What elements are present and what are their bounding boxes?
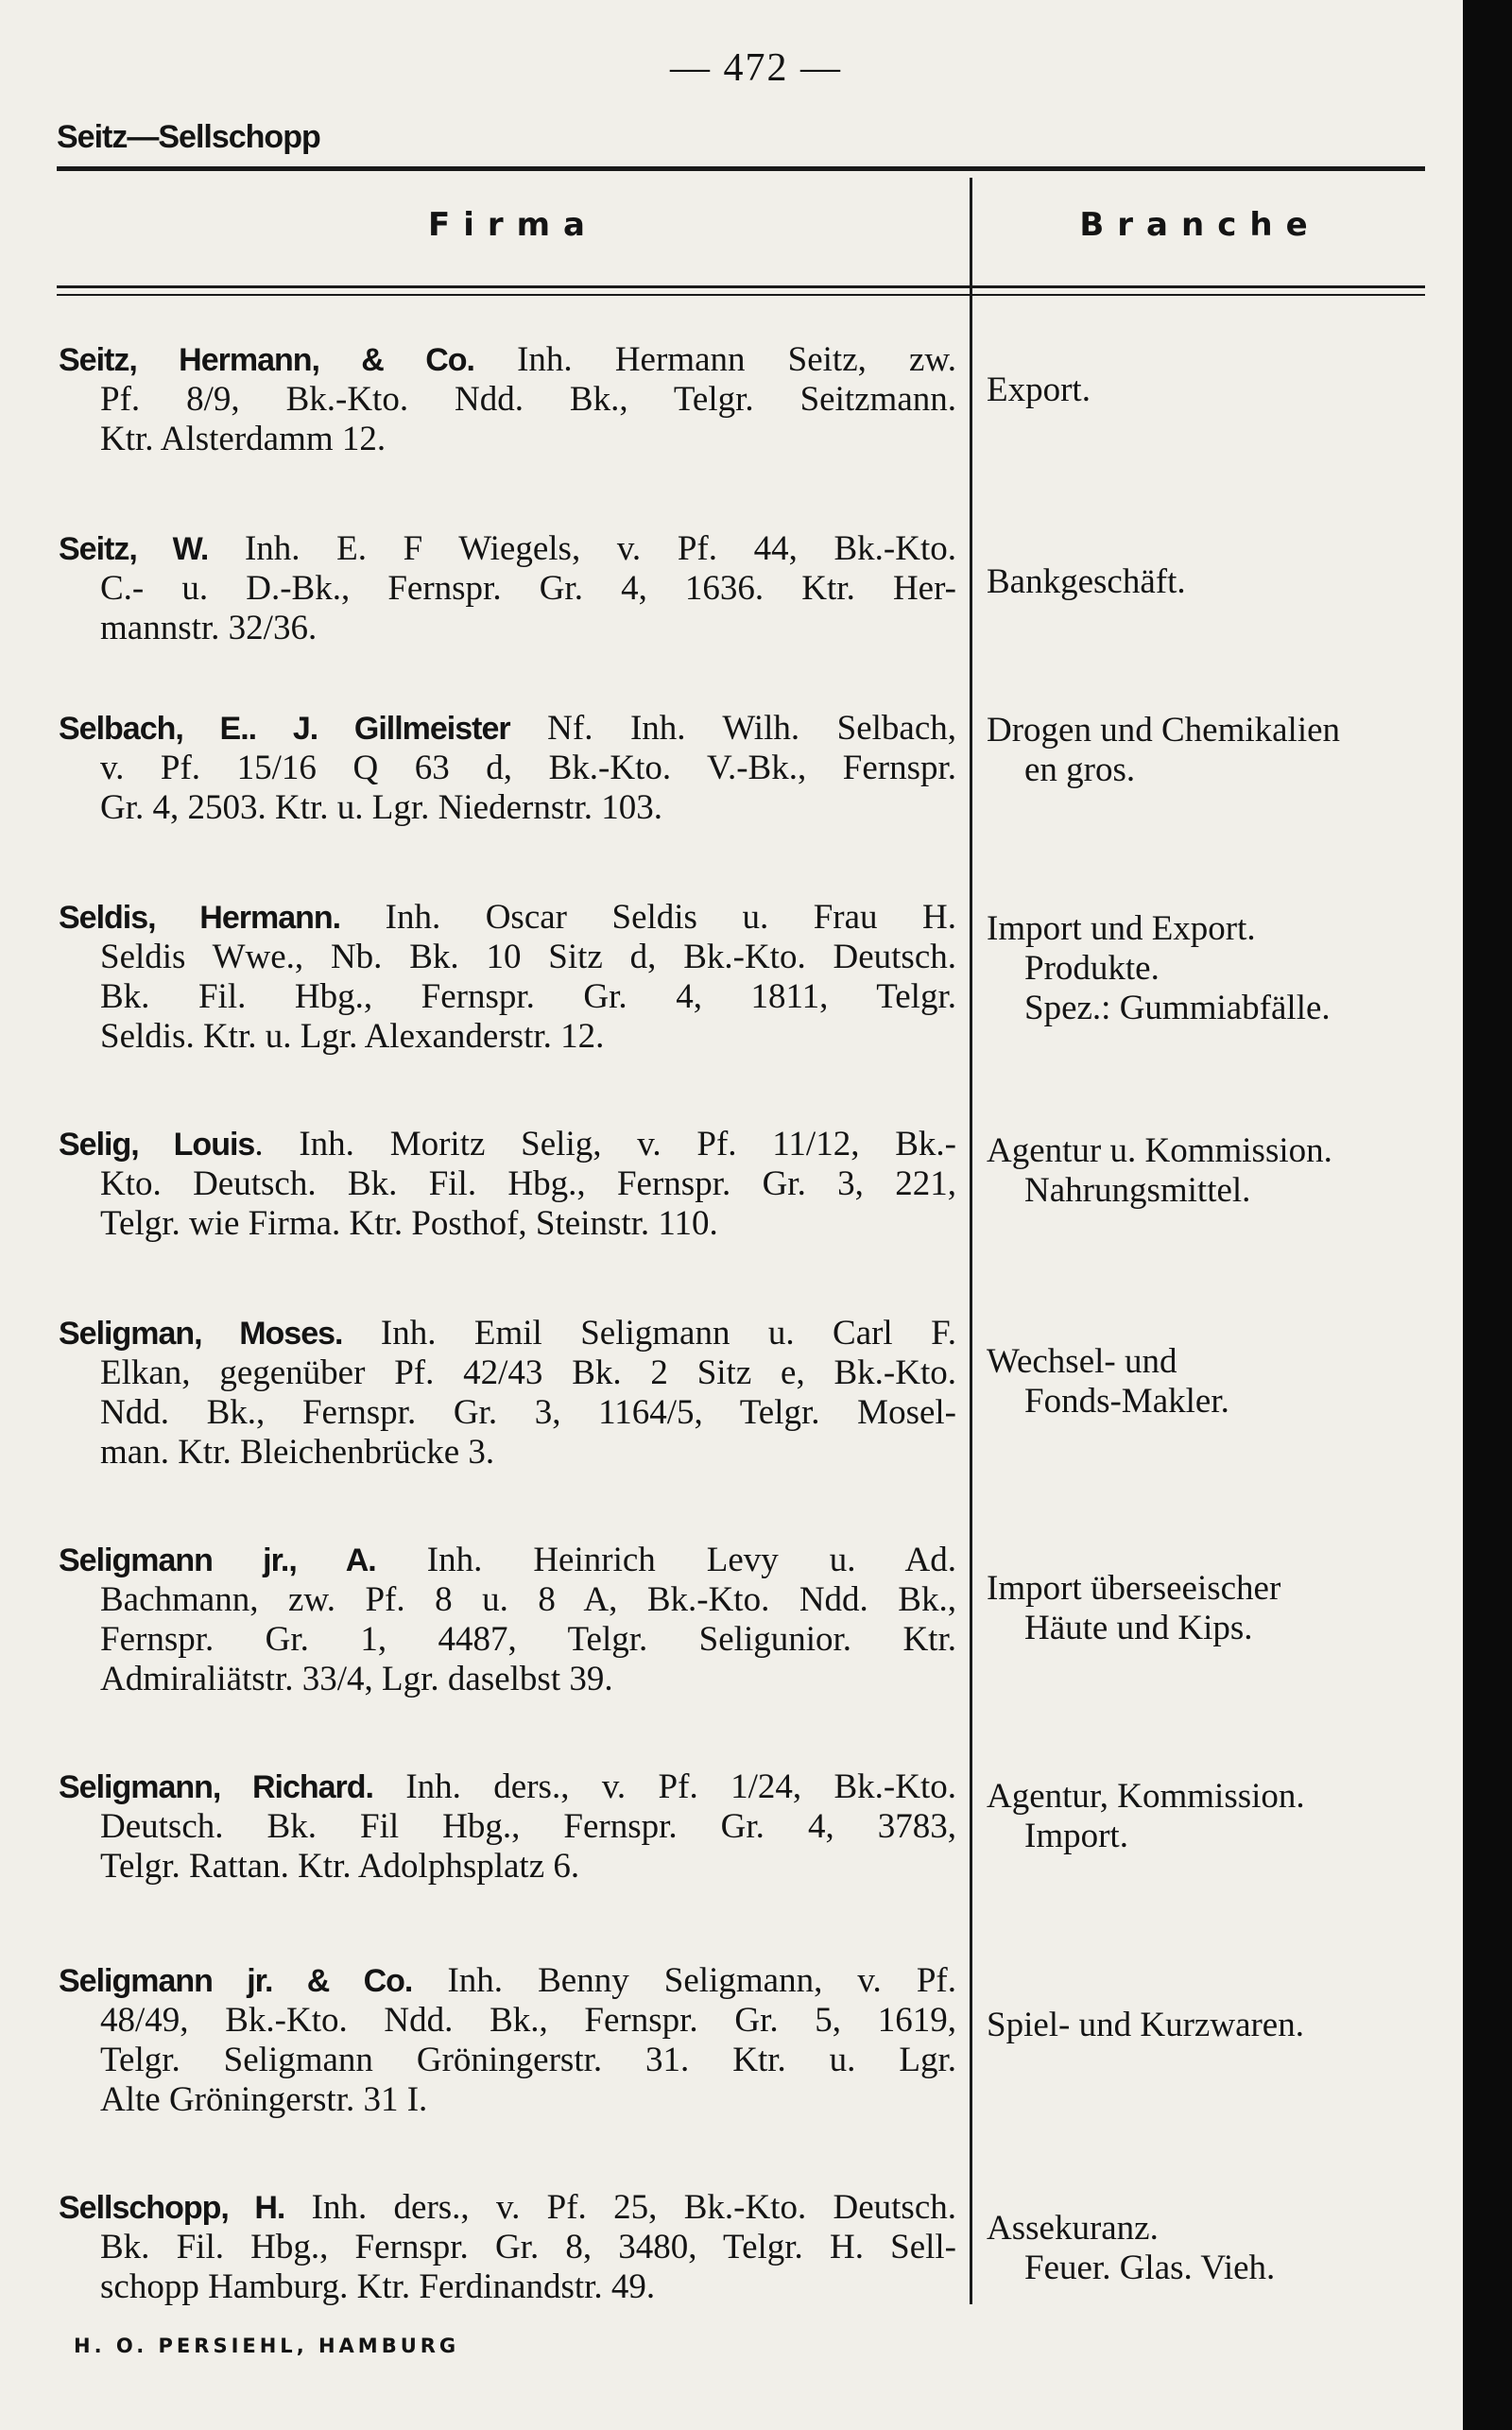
branche-entry (987, 371, 1459, 410)
firm-entry (59, 2188, 956, 2307)
branche-line: Import. (1024, 1817, 1128, 1855)
header-double-rule-bottom (57, 294, 1425, 296)
branche-entry (987, 711, 1459, 790)
firm-entry-line: Elkan, gegenüber Pf. 42/43 Bk. 2 Sitz e, Bk.-Kto. (100, 1353, 956, 1392)
firm-entry-line: 48/49, Bk.-Kto. Ndd. Bk., Fernspr. Gr. 5, 1619, (100, 2001, 956, 2040)
branche-entry (987, 2209, 1459, 2288)
firm-entry (59, 340, 956, 459)
firm-entry-line: Telgr. wie Firma. Ktr. Posthof, Steinstr. 110. (100, 1204, 718, 1243)
firm-entry (59, 709, 956, 828)
firm-entry-line: Deutsch. Bk. Fil Hbg., Fernspr. Gr. 4, 3783, (100, 1807, 956, 1846)
branche-entry (987, 1777, 1459, 1856)
branche-line: Bankgeschäft. (987, 562, 1186, 601)
column-header-branche: Branche (1079, 206, 1321, 244)
firm-name: Selbach, E.. J. Gillmeister (59, 711, 510, 747)
firm-name: Seligman, Moses. (59, 1316, 343, 1352)
branche-line: Agentur u. Kommission. (987, 1131, 1332, 1170)
firm-name: Selig, Louis (59, 1127, 255, 1163)
branche-line: Spez.: Gummiabfälle. (1024, 989, 1331, 1027)
firm-name: Seldis, Hermann. (59, 900, 341, 936)
firm-entry-line: Alte Gröningerstr. 31 I. (100, 2080, 428, 2119)
firm-entry (59, 1541, 956, 1699)
firm-name: Seligmann, Richard. (59, 1769, 373, 1805)
firm-name: Seligmann jr. & Co. (59, 1963, 413, 1999)
branche-line: Import und Export. (987, 909, 1256, 948)
firm-entry (59, 1767, 956, 1887)
top-rule (57, 166, 1425, 171)
branche-line: Assekuranz. (987, 2209, 1159, 2248)
firm-entry-line: Pf. 8/9, Bk.-Kto. Ndd. Bk., Telgr. Seitzmann. (100, 380, 956, 419)
branche-line: Agentur, Kommission. (987, 1777, 1305, 1816)
firm-entry (59, 1961, 956, 2120)
branche-line: Nahrungsmittel. (1024, 1171, 1251, 1210)
branche-line: en gros. (1024, 750, 1136, 789)
branche-entry (987, 2006, 1459, 2045)
firm-entry-first-line: Seligmann jr., A. Inh. Heinrich Levy u. Ad. (59, 1541, 956, 1579)
firm-entry-first-line: Seldis, Hermann. Inh. Oscar Seldis u. Frau H. (59, 898, 956, 937)
branche-entry (987, 1569, 1459, 1648)
firm-entry-line: Ndd. Bk., Fernspr. Gr. 3, 1164/5, Telgr. Mosel- (100, 1393, 956, 1432)
branche-line: Spiel- und Kurzwaren. (987, 2006, 1304, 2044)
branche-entry (987, 1131, 1459, 1211)
firm-entry-line: C.- u. D.-Bk., Fernspr. Gr. 4, 1636. Ktr. Her- (100, 569, 956, 608)
firm-entry-first-line: Selig, Louis. Inh. Moritz Selig, v. Pf. 11/12, Bk.- (59, 1125, 956, 1163)
firm-entry (59, 529, 956, 648)
firm-entry-line: Telgr. Rattan. Ktr. Adolphsplatz 6. (100, 1847, 580, 1886)
firm-entry (59, 898, 956, 1057)
branche-line: Produkte. (1024, 949, 1160, 988)
firm-entry-line: Kto. Deutsch. Bk. Fil. Hbg., Fernspr. Gr. 3, 221, (100, 1164, 956, 1203)
firm-entry-line: Bk. Fil. Hbg., Fernspr. Gr. 8, 3480, Telgr. H. Sell- (100, 2228, 956, 2266)
branche-line: Fonds-Makler. (1024, 1382, 1229, 1421)
firm-name: Seitz, W. (59, 531, 209, 567)
firm-name: Sellschopp, H. (59, 2190, 285, 2226)
column-header-firma: Firma (427, 206, 599, 244)
branche-line: Häute und Kips. (1024, 1609, 1253, 1647)
firm-entry-line: Ktr. Alsterdamm 12. (100, 420, 387, 458)
firm-entry-line: mannstr. 32/36. (100, 609, 318, 647)
firm-entry-first-line: Sellschopp, H. Inh. ders., v. Pf. 25, Bk.-Kto. Deutsch. (59, 2188, 956, 2227)
branche-line: Drogen und Chemikalien (987, 711, 1341, 750)
firm-entry-line: Telgr. Seligmann Gröningerstr. 31. Ktr. u. Lgr. (100, 2041, 956, 2079)
branche-line: Import überseeischer (987, 1569, 1281, 1608)
column-divider (970, 178, 972, 2304)
branche-line: Wechsel- und (987, 1342, 1177, 1381)
branche-entry (987, 1342, 1459, 1422)
firm-entry-line: v. Pf. 15/16 Q 63 d, Bk.-Kto. V.-Bk., Fernspr. (100, 749, 956, 787)
branche-line: Feuer. Glas. Vieh. (1024, 2249, 1276, 2287)
firm-entry-line: Bk. Fil. Hbg., Fernspr. Gr. 4, 1811, Telgr. (100, 977, 956, 1016)
page-number: — 472 — (670, 46, 842, 90)
firm-entry-line: Gr. 4, 2503. Ktr. u. Lgr. Niedernstr. 103. (100, 788, 663, 827)
branche-line: Export. (987, 371, 1091, 409)
firm-entry-line: Admiraliätstr. 33/4, Lgr. daselbst 39. (100, 1660, 613, 1698)
firm-entry-first-line: Seligmann jr. & Co. Inh. Benny Seligmann, v. Pf. (59, 1961, 956, 2000)
firm-entry-line: Seldis Wwe., Nb. Bk. 10 Sitz d, Bk.-Kto. Deutsch. (100, 938, 956, 976)
firm-entry-line: Fernspr. Gr. 1, 4487, Telgr. Seligunior. Ktr. (100, 1620, 956, 1659)
firm-entry-line: schopp Hamburg. Ktr. Ferdinandstr. 49. (100, 2267, 656, 2306)
firm-entry-first-line: Seligman, Moses. Inh. Emil Seligmann u. Carl F. (59, 1314, 956, 1353)
header-double-rule-top (57, 285, 1425, 288)
firm-entry-first-line: Seitz, Hermann, & Co. Inh. Hermann Seitz, zw. (59, 340, 956, 379)
firm-entry (59, 1125, 956, 1244)
firm-name: Seligmann jr., A. (59, 1542, 376, 1578)
firm-entry-first-line: Selbach, E.. J. Gillmeister Nf. Inh. Wilh. Selbach, (59, 709, 957, 748)
firm-entry-line: man. Ktr. Bleichenbrücke 3. (100, 1433, 495, 1472)
branche-entry (987, 909, 1459, 1028)
firm-entry-first-line: Seligmann, Richard. Inh. ders., v. Pf. 1/24, Bk.-Kto. (59, 1767, 956, 1806)
printer-imprint: H. O. PERSIEHL, HAMBURG (74, 2335, 460, 2357)
firm-entry-first-line: Seitz, W. Inh. E. F Wiegels, v. Pf. 44, Bk.-Kto. (59, 529, 956, 568)
running-head: Seitz—Sellschopp (57, 119, 320, 155)
firm-name: Seitz, Hermann, & Co. (59, 342, 474, 378)
firm-entry-line: Bachmann, zw. Pf. 8 u. 8 A, Bk.-Kto. Ndd. Bk., (100, 1580, 956, 1619)
firm-entry-line: Seldis. Ktr. u. Lgr. Alexanderstr. 12. (100, 1017, 605, 1056)
branche-entry (987, 562, 1459, 602)
firm-entry (59, 1314, 956, 1473)
